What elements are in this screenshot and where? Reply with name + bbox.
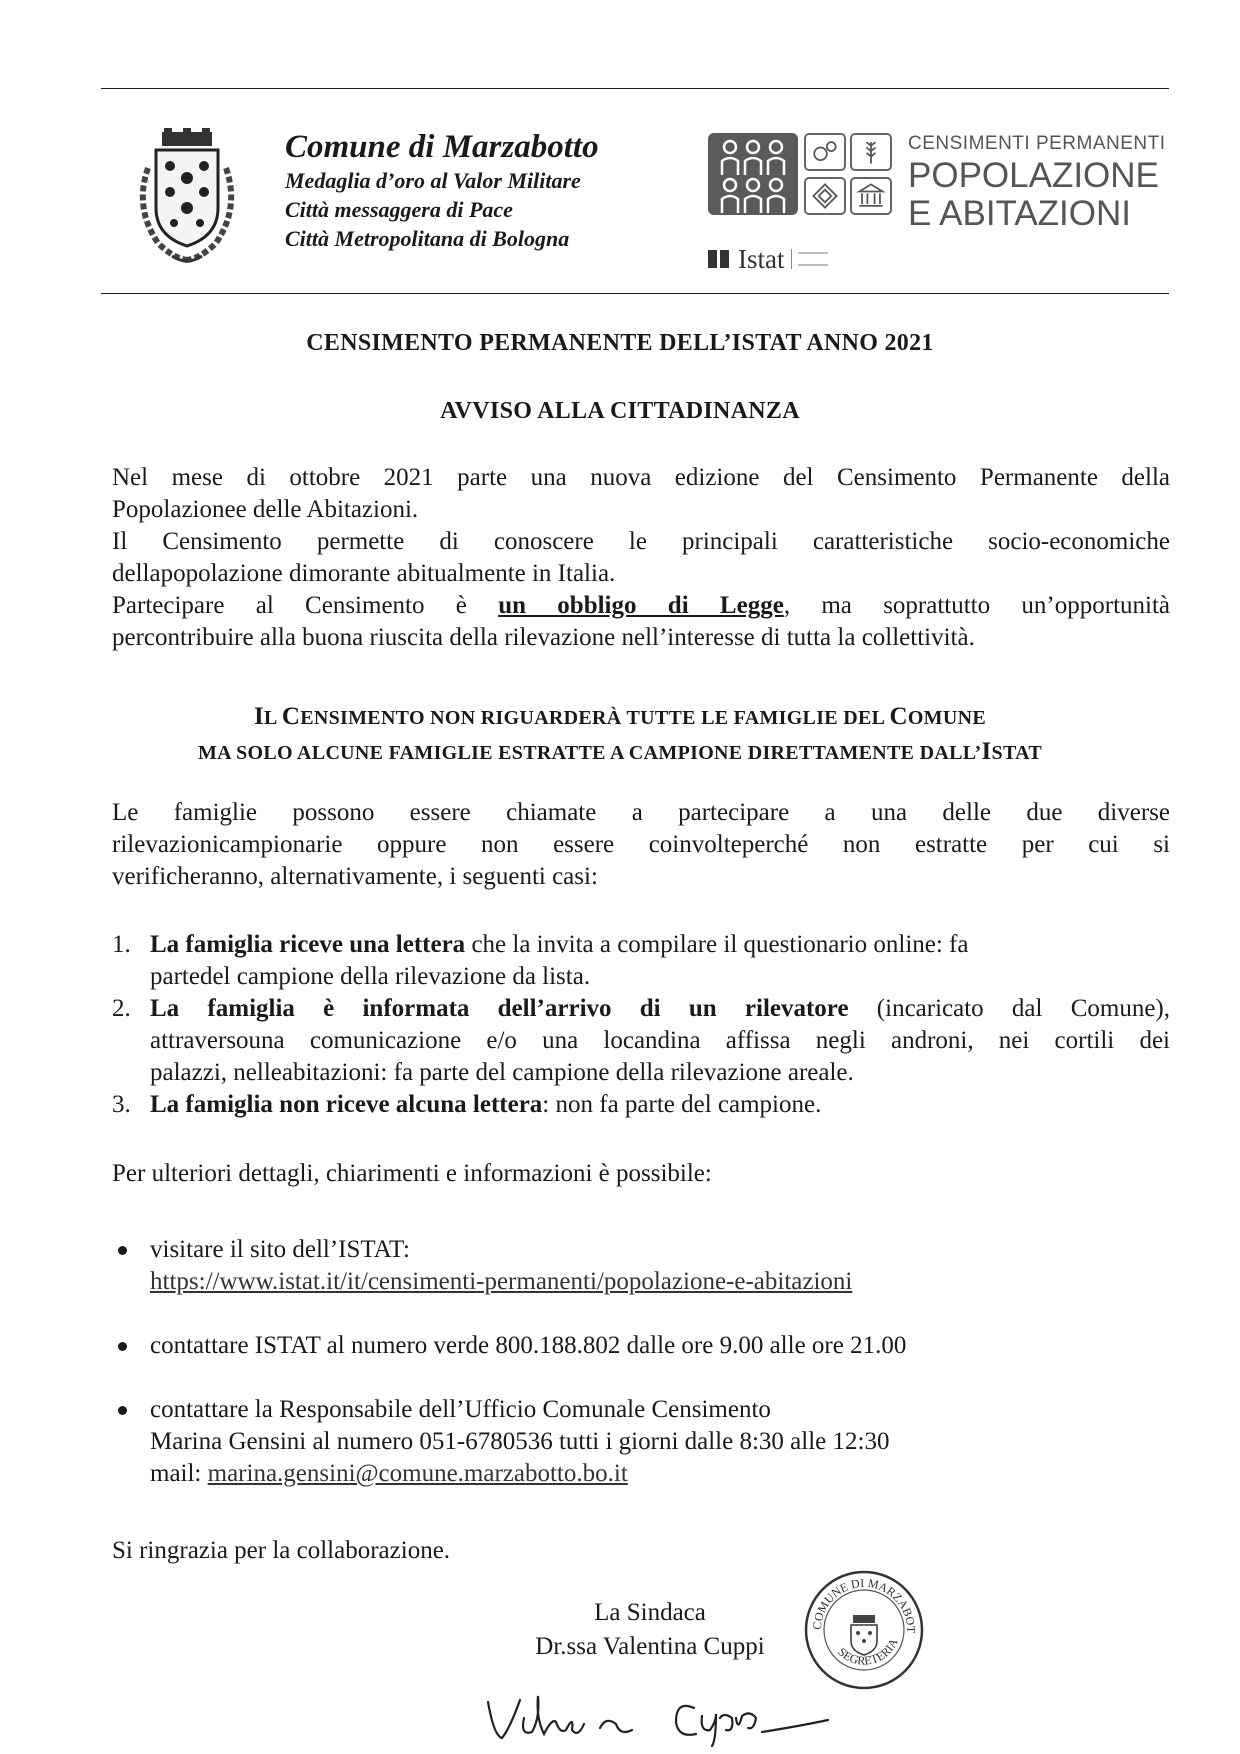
mail-label: mail: — [150, 1460, 208, 1487]
bullet-text: contattare la Responsabile dell’Ufficio Comunale Censimento — [150, 1396, 771, 1423]
census-brand-line3: E ABITAZIONI — [908, 194, 1132, 233]
bullet-text: visitare il sito dell’ISTAT: — [150, 1236, 410, 1263]
signer-role: La Sindaca — [594, 1599, 706, 1626]
families-paragraph — [112, 797, 1170, 893]
population-icon — [708, 133, 798, 215]
notice-cap: I — [981, 738, 992, 765]
case-item — [112, 929, 1170, 993]
case-text: : non fa parte del campione. — [542, 1091, 822, 1118]
municipal-stamp — [801, 1567, 927, 1693]
document-title: CENSIMENTO PERMANENTE DELL’ISTAT ANNO 2021 — [306, 330, 934, 356]
intro-paragraph — [112, 462, 1170, 654]
case-heading: La famiglia è informata dell’arrivo di un rilevatore — [150, 995, 849, 1022]
signature-block — [500, 1596, 800, 1664]
diamond-icon — [804, 177, 846, 215]
case-text: attraversouna comunicazione e/o una locandina affissa negli androni, nei cortili dei — [150, 1027, 1170, 1054]
stamp-bottom-text — [835, 1636, 901, 1668]
intro-line: dellapopolazione dimorante abitualmente in Italia. — [112, 560, 616, 587]
notice-line — [0, 700, 1240, 735]
stamp-top-text — [801, 1567, 918, 1634]
bullet-icon — [118, 1406, 127, 1415]
notice-text: STAT — [991, 742, 1043, 764]
intro-line: Nel mese di ottobre 2021 parte una nuova edizione del Censimento Permanente della — [112, 464, 1170, 491]
case-text: palazzi, nelleabitazioni: fa parte del campione della rilevazione areale. — [150, 1059, 854, 1086]
case-text: partedel campione della rilevazione da lista. — [150, 963, 591, 990]
case-item — [112, 1089, 1170, 1121]
intro-text: Partecipare al Censimento è — [112, 592, 499, 619]
cases-list — [112, 929, 1170, 1121]
bullet-item-office — [112, 1394, 1170, 1490]
istat-brand-mark — [708, 243, 828, 274]
istat-website-link[interactable]: https://www.istat.it/it/censimenti-permanenti/popolazione-e-abitazioni — [150, 1268, 853, 1295]
istat-census-logo — [708, 133, 1166, 278]
wheat-icon — [850, 133, 892, 171]
notice-text: MA SOLO ALCUNE FAMIGLIE ESTRATTE A CAMPIONE DIRETTAMENTE DALL’ — [197, 742, 982, 764]
bullet-text: contattare ISTAT al numero verde 800.188.802 dalle ore 9.00 alle ore 21.00 — [150, 1332, 907, 1359]
signer-name: Dr.ssa Valentina Cuppi — [535, 1633, 765, 1660]
header-bottom-rule — [101, 293, 1169, 294]
municipality-title: Città messaggera di Pace — [285, 197, 513, 222]
istat-brand-name: Istat — [738, 243, 785, 274]
notice-line — [0, 735, 1240, 770]
gears-icon — [804, 133, 846, 171]
intro-line-obligation — [112, 590, 1170, 622]
municipality-honor: Medaglia d’oro al Valor Militare — [285, 168, 581, 193]
municipal-crest-icon — [128, 128, 246, 266]
handwritten-signature — [480, 1688, 840, 1748]
bullet-text: Marina Gensini al numero 051-6780536 tutti i giorni dalle 8:30 alle 12:30 — [150, 1428, 890, 1455]
bullet-item-website — [112, 1234, 1170, 1298]
families-line: rilevazionicampionarie oppure non essere coinvolteperché non estratte per cui si — [112, 831, 1170, 858]
intro-text: , ma soprattutto un’opportunità — [783, 592, 1171, 619]
stamp-bottom-path: SEGRETERIA — [835, 1636, 901, 1668]
municipality-name: Comune di Marzabotto — [285, 129, 599, 165]
institution-building-icon — [850, 177, 892, 215]
census-brand-line2: POPOLAZIONE — [908, 156, 1159, 195]
case-text: (incaricato dal Comune), — [848, 995, 1171, 1022]
contact-list — [112, 1234, 1170, 1522]
intro-line: Il Censimento permette di conoscere le principali caratteristiche socio-economiche — [112, 528, 1170, 555]
sample-notice — [0, 700, 1240, 770]
top-rule — [101, 88, 1169, 89]
thanks-line: Si ringrazia per la collaborazione. — [112, 1537, 451, 1564]
bullet-item-phone — [112, 1330, 1170, 1362]
case-item — [112, 993, 1170, 1089]
case-number: 2. — [112, 995, 131, 1022]
notice-text: OMUNE — [907, 707, 986, 729]
legal-obligation-emphasis: un obbligo di Legge — [498, 592, 784, 619]
case-heading: La famiglia riceve una lettera — [150, 931, 466, 958]
case-number: 3. — [112, 1091, 131, 1118]
email-link[interactable]: marina.gensini@comune.marzabotto.bo.it — [207, 1460, 628, 1487]
document-subtitle: AVVISO ALLA CITTADINANZA — [440, 398, 800, 424]
case-number: 1. — [112, 931, 131, 958]
notice-cap: C — [281, 703, 301, 730]
municipality-metro: Città Metropolitana di Bologna — [285, 226, 570, 251]
intro-line: Popolazionee delle Abitazioni. — [112, 496, 419, 523]
case-text: che la invita a compilare il questionario online: fa — [465, 931, 969, 958]
bullet-icon — [118, 1342, 127, 1351]
families-line: verificheranno, alternativamente, i seguenti casi: — [112, 863, 598, 890]
census-brand-line1: CENSIMENTI PERMANENTI — [908, 133, 1166, 154]
municipality-header — [285, 128, 599, 253]
notice-text: L — [264, 707, 282, 729]
families-line: Le famiglie possono essere chiamate a partecipare a una delle due diverse — [112, 799, 1170, 826]
notice-text: ENSIMENTO NON RIGUARDERÀ TUTTE LE FAMIGLIE DEL — [300, 707, 890, 729]
notice-cap: I — [254, 703, 265, 730]
more-info-line: Per ulteriori dettagli, chiarimenti e informazioni è possibile: — [112, 1160, 712, 1187]
case-heading: La famiglia non riceve alcuna lettera — [150, 1091, 543, 1118]
stamp-top-path: COMUNE DI MARZABOT — [809, 1575, 919, 1634]
bullet-icon — [118, 1246, 127, 1255]
notice-cap: C — [889, 703, 908, 730]
intro-line: percontribuire alla buona riuscita della rilevazione nell’interesse di tutta la collettività. — [112, 624, 975, 651]
